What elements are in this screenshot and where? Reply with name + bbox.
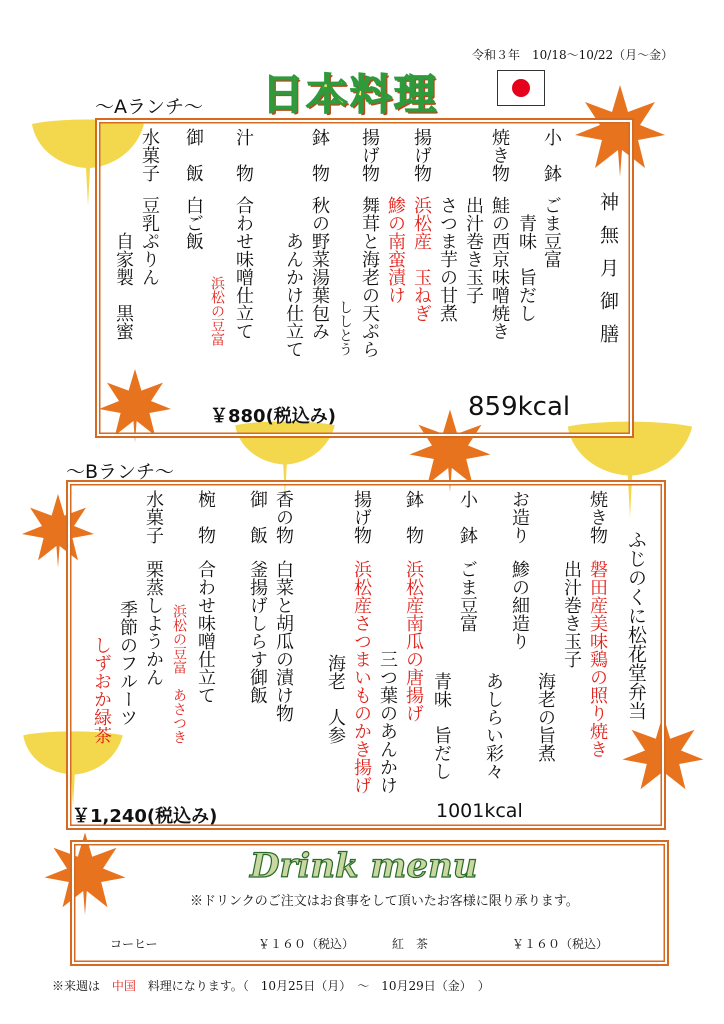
lunch-b-item: あしらい彩々 xyxy=(483,672,504,780)
lunch-a-item: 出汁巻き玉子 xyxy=(463,196,484,304)
lunch-b-category: 椀 物 xyxy=(195,490,216,544)
lunch-a-category: 揚げ物 xyxy=(411,128,432,182)
lunch-a-item: 青味 旨だし xyxy=(516,196,537,322)
drink-title: Drink menu xyxy=(250,846,478,886)
lunch-a-item: さつま芋の甘煮 xyxy=(437,196,458,322)
lunch-b-item: 栗蒸しようかん xyxy=(143,560,164,686)
lunch-a-item: あんかけ仕立て xyxy=(283,232,304,358)
next-week-note xyxy=(52,977,490,994)
lunch-a-item: 鮭の西京味噌焼き xyxy=(489,196,510,340)
lunch-a-item: 浜松の豆富 xyxy=(209,276,225,346)
lunch-a-item: 自家製 黒蜜 xyxy=(113,232,134,340)
lunch-a-category: 小 鉢 xyxy=(541,128,562,182)
lunch-b-category: 揚げ物 xyxy=(351,490,372,544)
menu-date: 令和３年 10/18～10/22（月～金） xyxy=(472,48,674,62)
lunch-b-item: 季節のフルーツ xyxy=(117,600,138,726)
lunch-a-title: 神無月御膳 xyxy=(597,192,619,357)
lunch-b-category: 小 鉢 xyxy=(457,490,478,544)
lunch-a-item: 白ご飯 xyxy=(183,196,204,250)
lunch-a-item: 舞茸と海老の天ぷら xyxy=(359,196,380,358)
lunch-a-item: 合わせ味噌仕立て xyxy=(233,196,254,340)
lunch-b-category: 鉢 物 xyxy=(403,490,424,544)
next-week-prefix: ※来週は xyxy=(52,979,101,993)
lunch-b-item: 海老 人参 xyxy=(325,654,346,744)
lunch-a-item: 浜松産 玉ねぎ xyxy=(411,196,432,322)
lunch-b-item: 浜松産さつまいものかき揚げ xyxy=(351,560,372,794)
lunch-a-kcal: 859kcal xyxy=(468,392,571,422)
page-title: 日本料理 xyxy=(262,70,439,119)
lunch-a-item: 秋の野菜湯葉包み xyxy=(309,196,330,340)
lunch-a-category: 御 飯 xyxy=(183,128,204,182)
lunch-b-item: 磐田産美味鶏の照り焼き xyxy=(587,560,608,758)
lunch-a-item: ししとう xyxy=(337,300,353,356)
drink-item-price: ￥１６０（税込） xyxy=(512,937,609,951)
lunch-b-item: 鯵の細造り xyxy=(509,560,530,650)
next-week-cuisine: 中国 xyxy=(111,979,136,993)
japan-flag-icon xyxy=(497,70,545,106)
lunch-b-item: 浜松の豆富 あさつき xyxy=(171,604,187,744)
lunch-b-category: 水菓子 xyxy=(143,490,164,544)
lunch-a-category: 水菓子 xyxy=(139,128,160,182)
lunch-a-category: 汁 物 xyxy=(233,128,254,182)
lunch-a-label: ～Aランチ～ xyxy=(95,96,203,118)
lunch-b-category: 焼き物 xyxy=(587,490,608,544)
drink-note: ※ドリンクのご注文はお食事をして頂いたお客様に限り承ります。 xyxy=(190,894,579,909)
lunch-b-price: ￥1,240(税込み) xyxy=(72,806,218,827)
drink-item-name: コーヒー xyxy=(110,937,158,951)
lunch-a-item: ごま豆富 xyxy=(541,196,562,268)
lunch-b-item: 浜松産南瓜の唐揚げ xyxy=(403,560,424,722)
lunch-b-kcal: 1001kcal xyxy=(436,800,523,822)
lunch-a-category: 鉢 物 xyxy=(309,128,330,182)
lunch-b-category: 御 飯 xyxy=(247,490,268,544)
drink-item-name: 紅 茶 xyxy=(392,937,429,951)
lunch-a-item: 豆乳ぷりん xyxy=(139,196,160,286)
lunch-b-item: 出汁巻き玉子 xyxy=(561,560,582,668)
lunch-a-item: 鯵の南蛮漬け xyxy=(385,196,406,304)
next-week-suffix: 料理になります。（ 10月25日（月） ～ 10月29日（金） ） xyxy=(147,979,490,993)
lunch-b-label: ～Bランチ～ xyxy=(66,461,175,483)
drink-item-price: ￥１６０（税込） xyxy=(258,937,355,951)
lunch-b-item: しずおか緑茶 xyxy=(91,636,112,744)
lunch-b-item: 青味 旨だし xyxy=(431,672,452,780)
lunch-b-item: 白菜と胡瓜の漬け物 xyxy=(273,560,294,722)
lunch-b-item: 三つ葉のあんかけ xyxy=(377,650,398,794)
lunch-a-category: 焼き物 xyxy=(489,128,510,182)
lunch-b-category: 香の物 xyxy=(273,490,294,544)
lunch-a-category: 揚げ物 xyxy=(359,128,380,182)
lunch-b-item: 釜揚げしらす御飯 xyxy=(247,560,268,704)
lunch-b-item: ごま豆富 xyxy=(457,560,478,632)
lunch-b-item: 合わせ味噌仕立て xyxy=(195,560,216,704)
lunch-a-price: ￥880(税込み) xyxy=(210,406,337,427)
lunch-b-title: ふじのくに松花堂弁当 xyxy=(625,530,647,720)
lunch-b-item: 海老の旨煮 xyxy=(535,672,556,762)
lunch-b-category: お造り xyxy=(509,490,530,544)
